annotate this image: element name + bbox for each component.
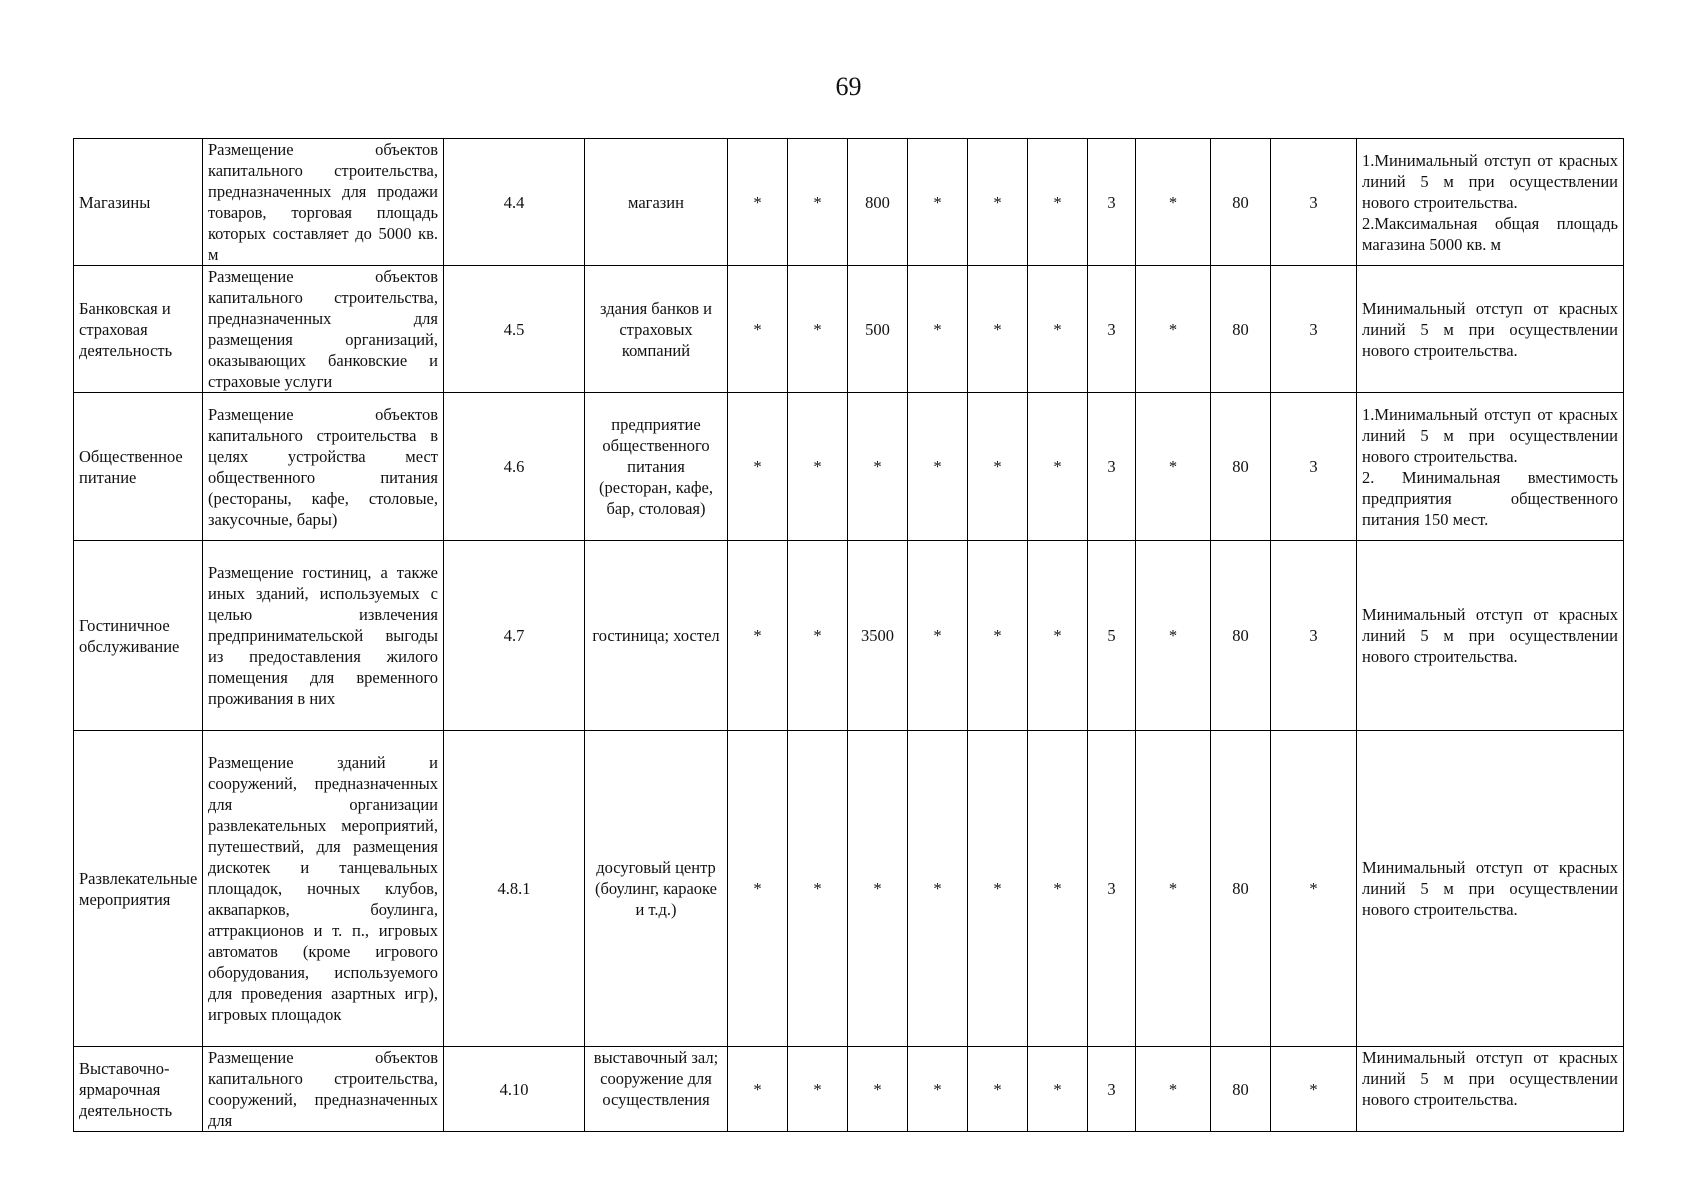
- parameter-value: *: [848, 731, 908, 1047]
- parameter-value: 3: [1088, 139, 1136, 266]
- classifier-code: 4.7: [444, 541, 585, 731]
- parameter-value: 80: [1211, 541, 1271, 731]
- parameter-value: *: [1028, 541, 1088, 731]
- table-row: [74, 393, 1624, 541]
- parameter-value: *: [1028, 139, 1088, 266]
- parameter-value: 3: [1271, 139, 1357, 266]
- object-type: магазин: [585, 139, 728, 266]
- parameter-value: *: [1136, 266, 1211, 393]
- parameter-value: 80: [1211, 1047, 1271, 1132]
- parameter-value: *: [1136, 393, 1211, 541]
- parameter-value: 3: [1271, 541, 1357, 731]
- note-line: Минимальный отступ от красных линий 5 м при осуществлении нового строительства.: [1362, 298, 1618, 360]
- object-type: здания банков и страховых компаний: [585, 266, 728, 393]
- parameter-value: *: [1271, 731, 1357, 1047]
- parameter-value: 3: [1088, 393, 1136, 541]
- parameter-value: *: [788, 139, 848, 266]
- restrictions-note: [1357, 393, 1624, 541]
- parameter-value: *: [908, 139, 968, 266]
- use-type-description: Размещение объектов капитального строительства, предназначенных для продажи товаров, торговая площадь которых составляет до 5000 кв. м: [203, 139, 444, 266]
- table-row: [74, 541, 1624, 731]
- parameter-value: *: [1136, 541, 1211, 731]
- restrictions-note: [1357, 731, 1624, 1047]
- table-row: [74, 266, 1624, 393]
- classifier-code: 4.5: [444, 266, 585, 393]
- parameter-value: *: [728, 139, 788, 266]
- restrictions-note: [1357, 541, 1624, 731]
- use-type-description: Размещение объектов капитального строительства, сооружений, предназначенных для: [203, 1047, 444, 1132]
- use-type-name: Развлекательные мероприятия: [74, 731, 203, 1047]
- parameter-value: 3: [1088, 1047, 1136, 1132]
- parameter-value: *: [908, 731, 968, 1047]
- use-type-description: Размещение объектов капитального строительства, предназначенных для размещения организаций, оказывающих банковские и страховые услуги: [203, 266, 444, 393]
- classifier-code: 4.6: [444, 393, 585, 541]
- use-type-name: Выставочно-ярмарочная деятельность: [74, 1047, 203, 1132]
- parameter-value: *: [848, 1047, 908, 1132]
- use-type-description: Размещение гостиниц, а также иных зданий, используемых с целью извлечения предпринимательской выгоды из предоставления жилого помещения для временного проживания в них: [203, 541, 444, 731]
- parameter-value: 3: [1271, 393, 1357, 541]
- object-type: досуговый центр (боулинг, караоке и т.д.): [585, 731, 728, 1047]
- table-row: [74, 731, 1624, 1047]
- parameter-value: *: [1028, 1047, 1088, 1132]
- object-type: предприятие общественного питания (ресторан, кафе, бар, столовая): [585, 393, 728, 541]
- classifier-code: 4.10: [444, 1047, 585, 1132]
- parameter-value: 3: [1271, 266, 1357, 393]
- note-line: 2.Максимальная общая площадь магазина 5000 кв. м: [1362, 213, 1618, 254]
- parameter-value: *: [968, 139, 1028, 266]
- parameter-value: 3: [1088, 731, 1136, 1047]
- parameter-value: *: [788, 731, 848, 1047]
- note-line: 1.Минимальный отступ от красных линий 5 м при осуществлении нового строительства.: [1362, 404, 1618, 466]
- object-type: гостиница; хостел: [585, 541, 728, 731]
- parameter-value: *: [728, 541, 788, 731]
- parameter-value: *: [848, 393, 908, 541]
- parameter-value: *: [728, 731, 788, 1047]
- parameter-value: *: [788, 393, 848, 541]
- parameter-value: *: [1028, 393, 1088, 541]
- parameter-value: *: [908, 1047, 968, 1132]
- parameter-value: 80: [1211, 731, 1271, 1047]
- parameter-value: *: [728, 266, 788, 393]
- parameter-value: 80: [1211, 266, 1271, 393]
- restrictions-note: [1357, 1047, 1624, 1132]
- note-line: 2. Минимальная вместимость предприятия общественного питания 150 мест.: [1362, 467, 1618, 529]
- parameter-value: *: [1136, 139, 1211, 266]
- page-number: 69: [835, 72, 862, 101]
- parameter-value: *: [908, 266, 968, 393]
- parameter-value: *: [1271, 1047, 1357, 1132]
- note-line: Минимальный отступ от красных линий 5 м при осуществлении нового строительства.: [1362, 858, 1618, 919]
- classifier-code: 4.8.1: [444, 731, 585, 1047]
- use-type-name: Общественное питание: [74, 393, 203, 541]
- table-row: [74, 1047, 1624, 1132]
- parameter-value: 3500: [848, 541, 908, 731]
- parameter-value: 5: [1088, 541, 1136, 731]
- parameter-value: *: [1136, 731, 1211, 1047]
- parameter-value: *: [908, 393, 968, 541]
- parameter-value: *: [788, 266, 848, 393]
- parameter-value: 500: [848, 266, 908, 393]
- restrictions-note: [1357, 266, 1624, 393]
- parameter-value: *: [728, 1047, 788, 1132]
- regulations-table: [73, 138, 1624, 1132]
- note-line: Минимальный отступ от красных линий 5 м при осуществлении нового строительства.: [1362, 1048, 1618, 1109]
- parameter-value: 80: [1211, 139, 1271, 266]
- table-row: [74, 139, 1624, 266]
- parameter-value: 3: [1088, 266, 1136, 393]
- restrictions-note: [1357, 139, 1624, 266]
- parameter-value: 80: [1211, 393, 1271, 541]
- parameter-value: *: [968, 266, 1028, 393]
- use-type-name: Гостиничное обслуживание: [74, 541, 203, 731]
- parameter-value: *: [788, 541, 848, 731]
- parameter-value: *: [968, 1047, 1028, 1132]
- parameter-value: *: [788, 1047, 848, 1132]
- parameter-value: *: [968, 393, 1028, 541]
- note-line: Минимальный отступ от красных линий 5 м при осуществлении нового строительства.: [1362, 605, 1618, 666]
- use-type-description: Размещение зданий и сооружений, предназначенных для организации развлекательных мероприятий, путешествий, для размещения дискотек и танцевальных площадок, ночных клубов, аквапарков, боулинга, аттракционов и т. п., игровых автоматов (кроме игрового оборудования, используемого для проведения азартных игр), игровых площадок: [203, 731, 444, 1047]
- parameter-value: 800: [848, 139, 908, 266]
- table-body: [74, 139, 1624, 1132]
- parameter-value: *: [968, 731, 1028, 1047]
- parameter-value: *: [1028, 731, 1088, 1047]
- classifier-code: 4.4: [444, 139, 585, 266]
- parameter-value: *: [908, 541, 968, 731]
- parameter-value: *: [728, 393, 788, 541]
- parameter-value: *: [1136, 1047, 1211, 1132]
- use-type-description: Размещение объектов капитального строительства в целях устройства мест общественного питания (рестораны, кафе, столовые, закусочные, бары): [203, 393, 444, 541]
- parameter-value: *: [968, 541, 1028, 731]
- note-line: 1.Минимальный отступ от красных линий 5 м при осуществлении нового строительства.: [1362, 150, 1618, 212]
- object-type: выставочный зал; сооружение для осуществления: [585, 1047, 728, 1132]
- use-type-name: Банковская и страховая деятельность: [74, 266, 203, 393]
- use-type-name: Магазины: [74, 139, 203, 266]
- parameter-value: *: [1028, 266, 1088, 393]
